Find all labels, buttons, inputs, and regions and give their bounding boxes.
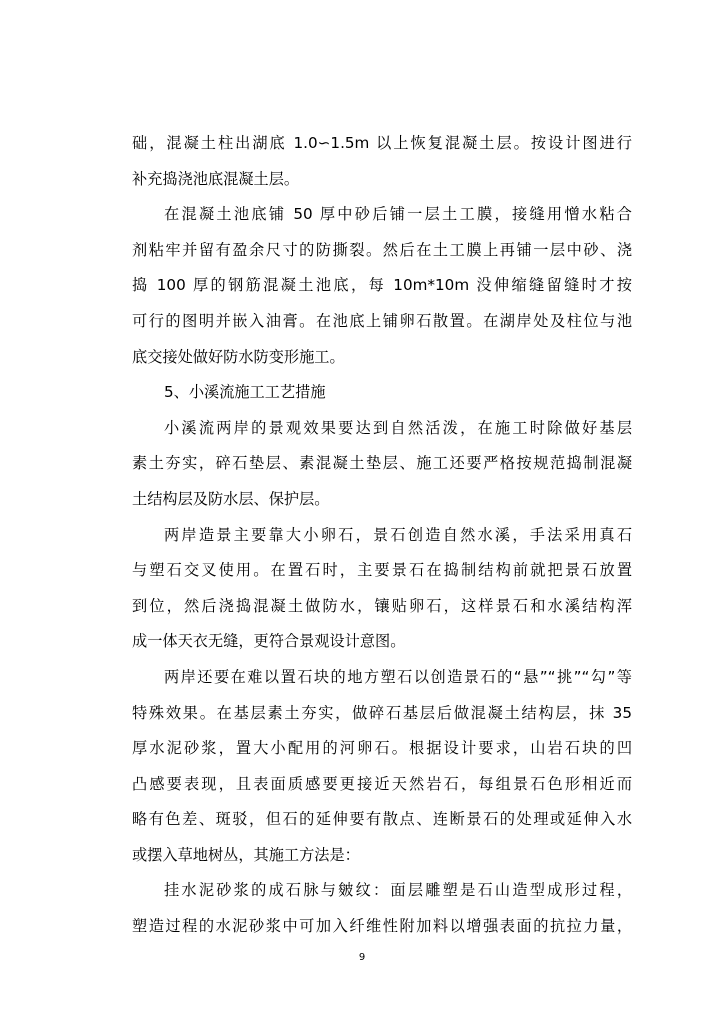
- text-line: 到位，然后浇捣混凝土做防水，镶贴卵石，这样景石和水溪结构浑: [132, 596, 632, 615]
- text-line: 底交接处做好防水防变形施工。: [132, 347, 345, 366]
- text-line: 础，混凝土柱出湖底 1.0∽1.5m 以上恢复混凝土层。按设计图进行: [132, 134, 632, 152]
- text-line: 小溪流两岸的景观效果要达到自然活泼，在施工时除做好基层: [164, 418, 632, 437]
- text-line: 两岸造景主要靠大小卵石，景石创造自然水溪，手法采用真石: [164, 525, 632, 544]
- text-line: 两岸还要在难以置石块的地方塑石以创造景石的“悬”“挑”“勾”等: [164, 667, 632, 686]
- text-line: 捣 100 厚的钢筋混凝土池底，每 10m*10m 没伸缩缝留缝时才按: [132, 276, 632, 295]
- text-line: 剂粘牢并留有盈余尺寸的防撕裂。然后在土工膜上再铺一层中砂、浇: [132, 240, 632, 259]
- text-line: 略有色差、斑驳，但石的延伸要有散点、连断景石的处理或延伸入水: [132, 810, 632, 829]
- text-line: 成一体天衣无缝，更符合景观设计意图。: [132, 632, 406, 651]
- body-text: [132, 126, 632, 945]
- text-line: 补充捣浇池底混凝土层。: [132, 169, 300, 188]
- section-heading: 5、小溪流施工工艺措施: [164, 383, 326, 402]
- text-line: 土结构层及防水层、保护层。: [132, 489, 330, 508]
- text-line: 凸感要表现，且表面质感要更接近天然岩石，每组景石色形相近而: [132, 774, 632, 793]
- text-line: 挂水泥砂浆的成石脉与皴纹：面层雕塑是石山造型成形过程，: [164, 881, 632, 900]
- text-line: 可行的图明并嵌入油膏。在池底上铺卵石散置。在湖岸处及柱位与池: [132, 311, 632, 330]
- text-line: 素土夯实，碎石垫层、素混凝土垫层、施工还要严格按规范捣制混凝: [132, 454, 632, 473]
- text-line: 特殊效果。在基层素土夯实，做碎石基层后做混凝土结构层，抹 35: [132, 703, 632, 722]
- text-line: 与塑石交叉使用。在置石时，主要景石在捣制结构前就把景石放置: [132, 561, 632, 580]
- text-line: 或摆入草地树丛，其施工方法是：: [132, 845, 360, 864]
- text-line: 厚水泥砂浆，置大小配用的河卵石。根据设计要求，山岩石块的凹: [132, 739, 632, 758]
- text-line: 在混凝土池底铺 50 厚中砂后铺一层土工膜，接缝用憎水粘合: [164, 205, 632, 224]
- page-number: 9: [358, 952, 366, 963]
- text-line: 塑造过程的水泥砂浆中可加入纤维性附加料以增强表面的抗拉力量，: [132, 917, 632, 936]
